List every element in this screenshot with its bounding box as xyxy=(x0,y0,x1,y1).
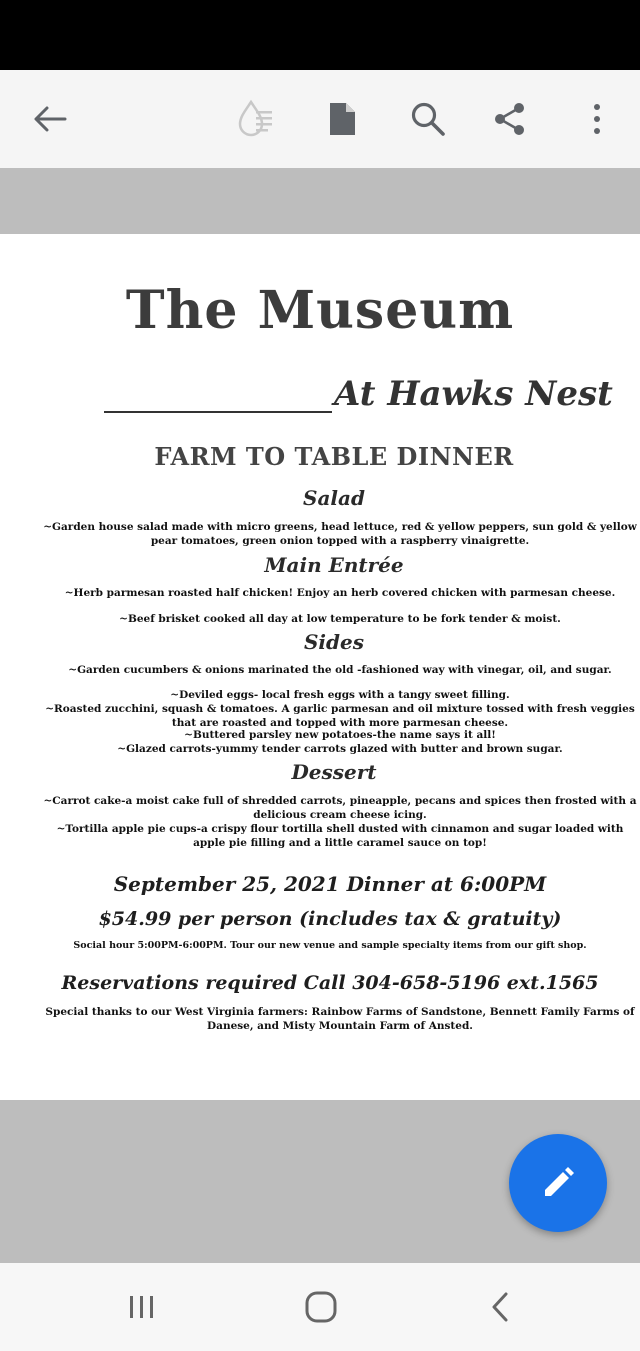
recent-apps-icon[interactable] xyxy=(102,1263,182,1351)
menu-item: ~Herb parmesan roasted half chicken! Enjoy an herb covered chicken with parmesan cheese. xyxy=(64,587,616,599)
search-icon[interactable] xyxy=(398,70,458,168)
reading-mode-icon[interactable] xyxy=(227,70,287,168)
share-icon[interactable] xyxy=(480,70,540,168)
menu-item: ~Garden house salad made with micro greens, head lettuce, red & yellow peppers, sun gold & yellow pear tomatoes, green onion topped with a raspberry vinaigrette. xyxy=(43,521,637,547)
more-vert-icon[interactable] xyxy=(567,70,627,168)
social-hour: Social hour 5:00PM-6:00PM. Tour our new venue and sample specialty items from our gift shop. xyxy=(73,940,587,951)
menu-item: ~Carrot cake-a moist cake full of shredded carrots, pineapple, pecans and spices then frosted with a delicious cream cheese icing. xyxy=(43,795,637,821)
reservation-info: Reservations required Call 304-658-5196 ext.1565 xyxy=(61,972,599,994)
title-underline xyxy=(104,411,332,413)
edit-fab[interactable] xyxy=(509,1134,607,1232)
page-gap-top xyxy=(0,168,640,234)
menu-item: ~Garden cucumbers & onions marinated the old -fashioned way with vinegar, oil, and sugar. xyxy=(68,664,612,676)
back-nav-icon[interactable] xyxy=(460,1263,540,1351)
farmers-thanks: Special thanks to our West Virginia farmers: Rainbow Farms of Sandstone, Bennett Family Farms of Danese, and Misty Mountain Farm of Ansted. xyxy=(45,1006,635,1032)
status-bar xyxy=(0,0,640,70)
document-icon[interactable] xyxy=(312,70,372,168)
menu-item: ~Glazed carrots-yummy tender carrots glazed with butter and brown sugar. xyxy=(117,743,563,755)
document-subtitle: At Hawks Nest xyxy=(334,374,613,414)
menu-item: ~Deviled eggs- local fresh eggs with a tangy sweet filling. xyxy=(170,689,510,701)
home-icon[interactable] xyxy=(281,1263,361,1351)
menu-item: ~Roasted zucchini, squash & tomatoes. A garlic parmesan and oil mixture tossed with fresh veggies that are roasted and topped with more parmesan cheese. xyxy=(45,703,635,729)
section-title-sides: Sides xyxy=(303,630,364,654)
section-title-salad: Salad xyxy=(303,486,365,510)
document-title: The Museum xyxy=(125,280,515,341)
document-heading: FARM TO TABLE DINNER xyxy=(154,442,514,471)
menu-item: ~Tortilla apple pie cups-a crispy flour tortilla shell dusted with cinnamon and sugar loaded with apple pie filling and a little caramel sauce on top! xyxy=(56,823,624,849)
arrow-back-icon[interactable] xyxy=(20,70,80,168)
menu-item: ~Buttered parsley new potatoes-the name says it all! xyxy=(184,729,496,741)
event-date: September 25, 2021 Dinner at 6:00PM xyxy=(113,872,547,896)
document-page[interactable] xyxy=(0,234,640,1100)
section-title-dessert: Dessert xyxy=(291,760,377,784)
menu-item: ~Beef brisket cooked all day at low temperature to be fork tender & moist. xyxy=(119,613,561,625)
event-price: $54.99 per person (includes tax & gratuity) xyxy=(98,908,562,930)
section-title-main: Main Entrée xyxy=(264,553,404,577)
edit-pencil-icon xyxy=(538,1163,578,1203)
toolbar xyxy=(0,70,640,169)
